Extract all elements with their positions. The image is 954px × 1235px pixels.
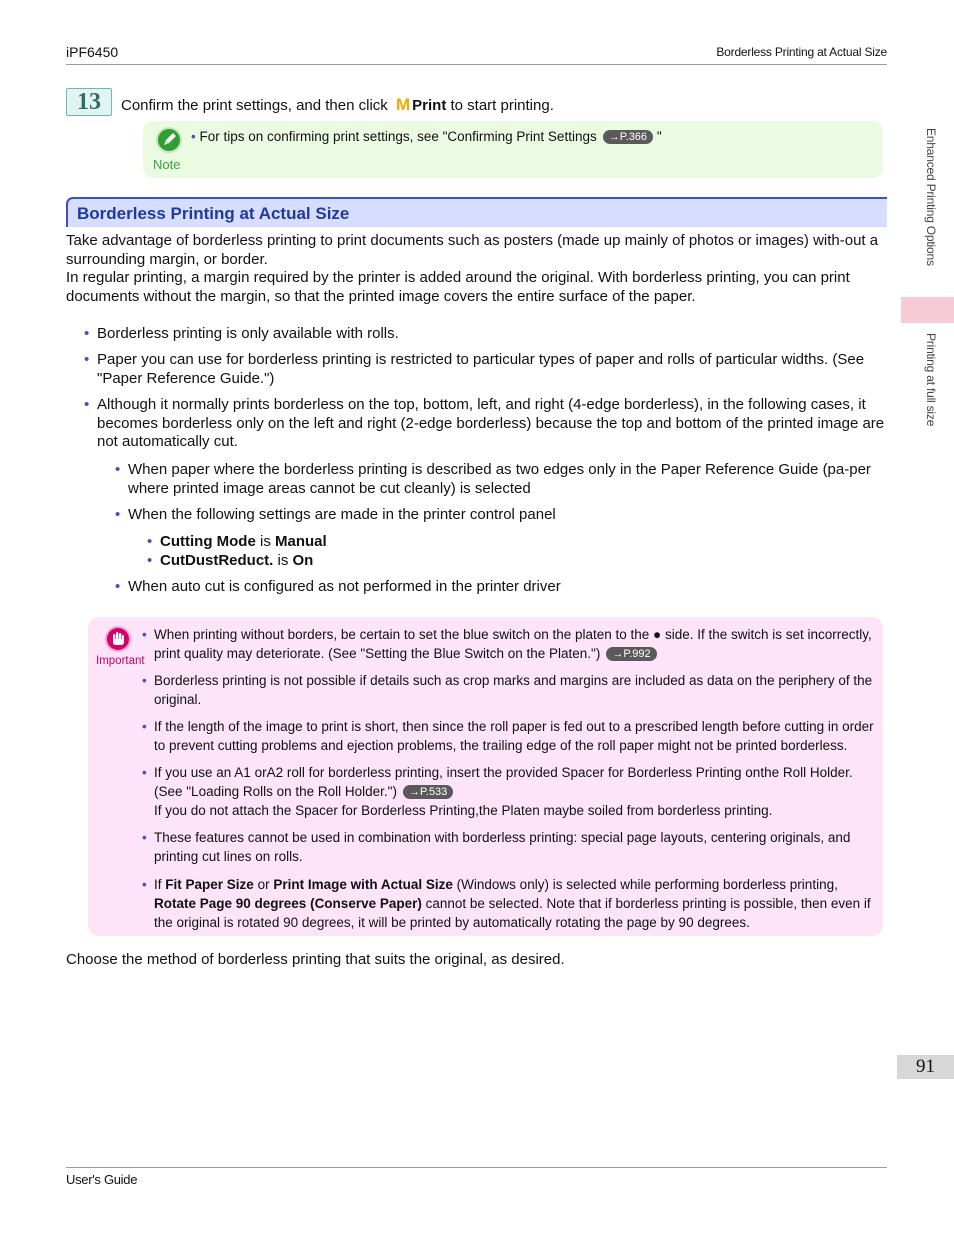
side-tab-marker xyxy=(901,297,954,323)
note-label: Note xyxy=(153,157,181,172)
footer-guide: User's Guide xyxy=(66,1172,138,1187)
list-item: • Paper you can use for borderless printing is restricted to particular types of paper and rolls of particular widths. (See "Paper Reference Guide.") xyxy=(84,351,865,387)
step-number: 13 xyxy=(66,88,112,116)
list-item: • Borderless printing is only available with rolls. xyxy=(84,325,399,342)
important-item: • If you use an A1 orA2 roll for borderless printing, insert the provided Spacer for Borderless Printing onthe Roll Holder. (See "Loading Rolls on the Roll Holder.") →P.533 If you do not attach the Spacer for Borderless Printing,the Platen maybe soiled from borderless printing. xyxy=(142,765,853,818)
important-label: Important xyxy=(96,655,145,667)
note-pencil-icon xyxy=(156,127,182,153)
note-text xyxy=(191,129,662,144)
footer-rule xyxy=(66,1167,887,1168)
setting-item-cutdustreduct: • CutDustReduct. is On xyxy=(147,552,314,569)
note-body: For tips on confirming print settings, see "Confirming Print Settings xyxy=(199,129,597,144)
step-text-before: Confirm the print settings, and then click xyxy=(121,97,388,114)
sub-list-item: • When the following settings are made in the printer control panel xyxy=(115,506,556,523)
closing-paragraph: Choose the method of borderless printing that suits the original, as desired. xyxy=(66,951,565,968)
sub-list-item: • When paper where the borderless printing is described as two edges only in the Paper Reference Guide (pa-per where printed image areas cannot be cut cleanly) is selected xyxy=(115,461,871,497)
page-ref-link[interactable]: →P.533 xyxy=(403,785,453,799)
important-item: • Borderless printing is not possible if details such as crop marks and margins are included as data on the periphery of the original. xyxy=(142,673,873,707)
section-title: Borderless Printing at Actual Size xyxy=(77,204,350,223)
note-bullet: • xyxy=(191,129,196,144)
sub-list-item: • When auto cut is configured as not performed in the printer driver xyxy=(115,578,561,595)
intro-paragraph-1: Take advantage of borderless printing to print documents such as posters (made up mainly of photos or images) with-out a surrounding margin, or border. xyxy=(66,232,879,268)
side-tab-subsection[interactable]: Printing at full size xyxy=(924,333,938,427)
header-model: iPF6450 xyxy=(66,44,119,60)
important-item: • When printing without borders, be certain to set the blue switch on the platen to the ● side. If the switch is set incorrectly, print quality may deteriorate. (See "Setting the Blue Switch on the Platen.") →P.992 xyxy=(142,627,872,661)
setting-item-cutting-mode: • Cutting Mode is Manual xyxy=(147,533,327,550)
step-text xyxy=(121,95,554,115)
step-text-after: to start printing. xyxy=(450,97,554,114)
important-hand-icon xyxy=(105,626,131,652)
header-rule xyxy=(66,64,887,65)
menu-m-icon: M xyxy=(395,95,411,114)
important-item: • If the length of the image to print is short, then since the roll paper is fed out to a prescribed length before cutting in order to prevent cutting problems and ejection problems, the trailing edge of the roll paper might not be printed borderless. xyxy=(142,719,874,753)
note-page-ref-link[interactable]: →P.366 xyxy=(603,130,653,144)
note-end-quote: " xyxy=(656,129,662,144)
important-item: • These features cannot be used in combination with borderless printing: special page layouts, centering originals, and printing cut lines on rolls. xyxy=(142,830,851,864)
page-ref-link[interactable]: →P.992 xyxy=(606,647,656,661)
page-number: 91 xyxy=(897,1055,954,1079)
print-button-label: Print xyxy=(412,97,447,114)
intro-paragraph-2: In regular printing, a margin required by the printer is added around the original. With borderless printing, you can print documents without the margin, so that the printed image covers the entire surface of the paper. xyxy=(66,269,850,305)
list-item: • Although it normally prints borderless on the top, bottom, left, and right (4-edge borderless), in the following cases, it becomes borderless only on the left and right (2-edge borderless) because the top and bottom of the printed image are not automatically cut. xyxy=(84,396,885,450)
important-item: • If Fit Paper Size or Print Image with Actual Size (Windows only) is selected while performing borderless printing, Rotate Page 90 degrees (Conserve Paper) cannot be selected. Note that if borderless printing is possible, then even if the original is rotated 90 degrees, it will be printed by automatically rotating the page by 90 degrees. xyxy=(142,877,871,930)
header-section: Borderless Printing at Actual Size xyxy=(716,45,887,59)
side-tab-chapter[interactable]: Enhanced Printing Options xyxy=(924,128,938,266)
